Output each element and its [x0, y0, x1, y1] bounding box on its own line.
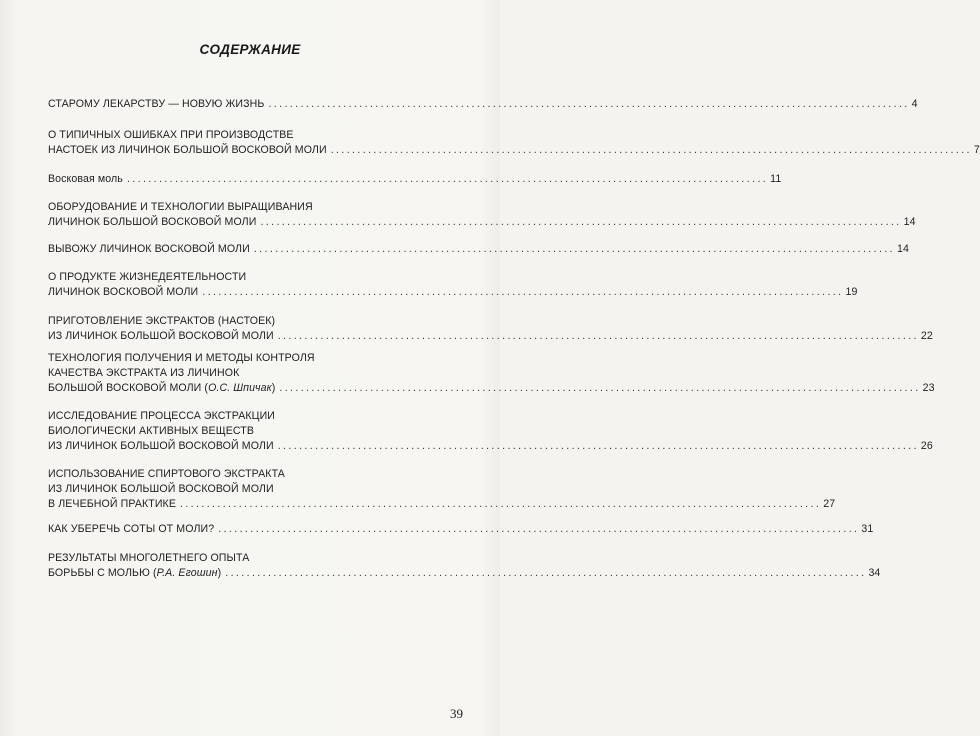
toc-entry-final-line — [48, 97, 918, 112]
toc-entry-page-number: 7 — [973, 144, 980, 156]
dot-leader: ........................................................................................................................ — [268, 98, 910, 110]
toc-entry-title-line: О ПРОДУКТЕ ЖИЗНЕДЕЯТЕЛЬНОСТИ — [48, 271, 247, 283]
toc-entry-title-end — [48, 381, 275, 396]
toc-entry-title-end — [48, 215, 256, 230]
toc-entry — [48, 314, 933, 344]
toc-entry-title-text: ЛИЧИНОК ВОСКОВОЙ МОЛИ — [48, 286, 199, 298]
dot-leader: ........................................................................................................................ — [253, 243, 896, 255]
toc-entry-title-text: ЛИЧИНОК БОЛЬШОЙ ВОСКОВОЙ МОЛИ — [48, 216, 257, 228]
dot-leader: ........................................................................................................................ — [180, 498, 822, 510]
toc-entry-page-number: 31 — [861, 523, 874, 535]
toc-entry-title-text: Восковая моль — [48, 173, 123, 185]
toc-entry-title-line: ИСПОЛЬЗОВАНИЕ СПИРТОВОГО ЭКСТРАКТА — [48, 468, 285, 480]
toc-entry-final-line — [48, 285, 858, 300]
toc-entry — [48, 551, 881, 581]
toc-entry-title-text: КАК УБЕРЕЧЬ СОТЫ ОТ МОЛИ? — [48, 523, 215, 535]
toc-entry-author: О.С. Шпичак — [208, 382, 272, 394]
dot-leader: ........................................................................................................................ — [126, 173, 769, 185]
toc-entry-author: Р.А. Егошин — [156, 567, 218, 579]
toc-entry — [48, 270, 858, 300]
toc-entry-title-end — [48, 497, 176, 512]
toc-entry-page-number: 22 — [920, 330, 933, 342]
toc-entry-page-number: 26 — [920, 440, 933, 452]
toc-entry-title-text: НАСТОЕК ИЗ ЛИЧИНОК БОЛЬШОЙ ВОСКОВОЙ МОЛИ — [48, 144, 327, 156]
toc-entry-final-line — [48, 172, 782, 187]
toc-entry-title-line: ПРИГОТОВЛЕНИЕ ЭКСТРАКТОВ (НАСТОЕК) — [48, 315, 276, 327]
dot-leader: ........................................................................................................................ — [202, 286, 844, 298]
dot-leader: ........................................................................................................................ — [225, 567, 867, 579]
dot-leader: ........................................................................................................................ — [277, 330, 919, 342]
toc-entry-title-line: РЕЗУЛЬТАТЫ МНОГОЛЕТНЕГО ОПЫТА — [48, 552, 250, 564]
page-title: СОДЕРЖАНИЕ — [199, 42, 301, 57]
toc-entry-page-number: 11 — [770, 173, 782, 185]
page-number: 39 — [450, 706, 463, 721]
dot-leader: ........................................................................................................................ — [330, 144, 972, 156]
toc-entry-title-line: ИССЛЕДОВАНИЕ ПРОЦЕССА ЭКСТРАКЦИИ — [48, 410, 276, 422]
toc-entry-title-suffix: ) — [271, 382, 276, 394]
toc-entry-title-line: КАЧЕСТВА ЭКСТРАКТА ИЗ ЛИЧИНОК — [48, 367, 240, 379]
toc-entry-title-text: ИЗ ЛИЧИНОК БОЛЬШОЙ ВОСКОВОЙ МОЛИ — [48, 440, 274, 452]
toc-entry-title-line: ОБОРУДОВАНИЕ И ТЕХНОЛОГИИ ВЫРАЩИВАНИЯ — [48, 201, 313, 213]
toc-entry-title-text: ИЗ ЛИЧИНОК БОЛЬШОЙ ВОСКОВОЙ МОЛИ — [48, 330, 274, 342]
dot-leader: ........................................................................................................................ — [277, 440, 919, 452]
toc-entry-title-text: В ЛЕЧЕБНОЙ ПРАКТИКЕ — [48, 498, 176, 510]
toc-entry-page-number: 34 — [868, 567, 881, 579]
toc-entry — [48, 351, 935, 396]
toc-entry-page-number: 27 — [823, 498, 836, 510]
toc-entry-page-number: 23 — [922, 382, 935, 394]
toc-entry-final-line — [48, 566, 881, 581]
toc-entry-title-end — [48, 143, 327, 158]
toc-entry-page-number: 19 — [845, 286, 858, 298]
toc-entry-title-end — [48, 285, 198, 300]
toc-entry-page-number: 14 — [903, 216, 916, 228]
toc-entry-title-end — [48, 329, 274, 344]
dot-leader: ........................................................................................................................ — [260, 216, 902, 228]
toc-entry — [48, 97, 918, 112]
toc-entry-page-number: 4 — [911, 98, 918, 110]
toc-entry-title-text: БОРЬБЫ С МОЛЬЮ ( — [48, 567, 157, 579]
toc-entry-final-line — [48, 242, 910, 257]
dot-leader: ........................................................................................................................ — [218, 523, 860, 535]
toc-entry — [48, 522, 874, 537]
toc-entry-final-line — [48, 522, 874, 537]
toc-entry-final-line — [48, 381, 935, 396]
toc-entry — [48, 200, 916, 230]
toc-entry — [48, 242, 910, 257]
toc-entry-title-text: СТАРОМУ ЛЕКАРСТВУ — НОВУЮ ЖИЗНЬ — [48, 98, 265, 110]
toc-entry-title-end — [48, 566, 221, 581]
toc-entry-title-end — [48, 172, 123, 187]
toc-entry — [48, 172, 782, 187]
toc-entry-title-end — [48, 242, 250, 257]
toc-entry-final-line — [48, 439, 933, 454]
toc-entry-title-end — [48, 522, 214, 537]
toc-entry — [48, 467, 836, 512]
toc-entry-final-line — [48, 329, 933, 344]
toc-entry-final-line — [48, 215, 916, 230]
toc-entry-title-text: ВЫВОЖУ ЛИЧИНОК ВОСКОВОЙ МОЛИ — [48, 243, 250, 255]
toc-entry-title-end — [48, 97, 264, 112]
toc-entry — [48, 128, 980, 158]
toc-entry-title-end — [48, 439, 274, 454]
toc-entry-page-number: 14 — [897, 243, 910, 255]
toc-entry-title-text: БОЛЬШОЙ ВОСКОВОЙ МОЛИ ( — [48, 382, 209, 394]
toc-entry-final-line — [48, 143, 980, 158]
toc-entry-title-line: ТЕХНОЛОГИЯ ПОЛУЧЕНИЯ И МЕТОДЫ КОНТРОЛЯ — [48, 352, 315, 364]
toc-entry-title-line: БИОЛОГИЧЕСКИ АКТИВНЫХ ВЕЩЕСТВ — [48, 425, 255, 437]
toc-entry — [48, 409, 933, 454]
dot-leader: ........................................................................................................................ — [279, 382, 921, 394]
toc-entry-final-line — [48, 497, 836, 512]
toc-entry-title-line: ИЗ ЛИЧИНОК БОЛЬШОЙ ВОСКОВОЙ МОЛИ — [48, 483, 274, 495]
toc-entry-title-line: О ТИПИЧНЫХ ОШИБКАХ ПРИ ПРОИЗВОДСТВЕ — [48, 129, 294, 141]
toc-entry-title-suffix: ) — [217, 567, 222, 579]
